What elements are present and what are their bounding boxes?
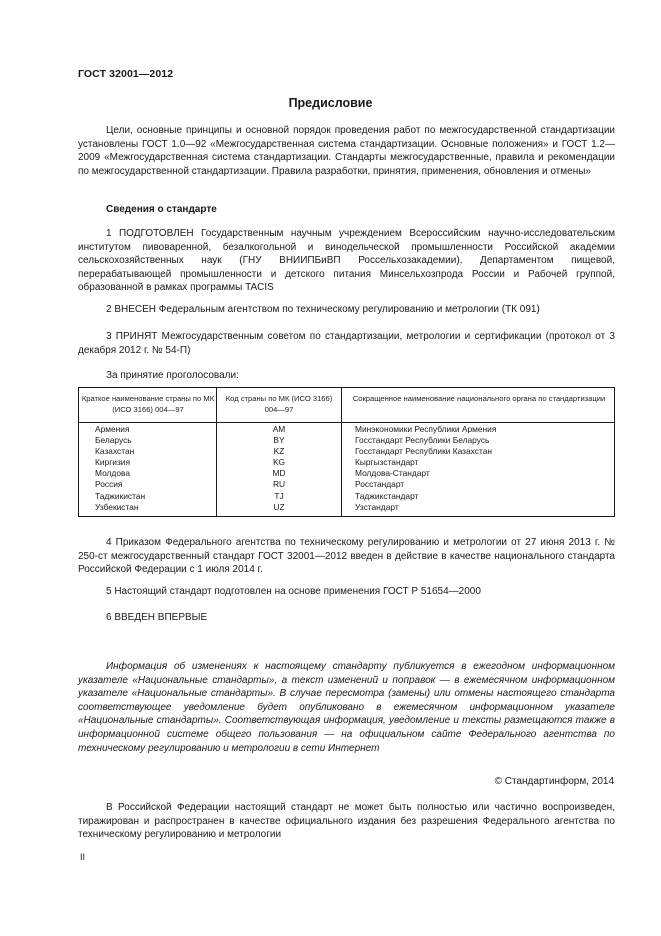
item-4-order: 4 Приказом Федерального агентства по техническому регулированию и метрологии от 27 июня 2013 г. № 250-ст межгосударственный стандарт ГОСТ 32001—2012 введен в действие в качестве национального стандарта Российской Федерации с 1 июля 2014 г. [78, 537, 615, 576]
code-cell: AM [272, 424, 286, 434]
country-cell: Россия [95, 479, 123, 490]
standard-code: ГОСТ 32001—2012 [78, 68, 174, 80]
header-body: Сокращенное наименование национального органа по стандартизации [352, 394, 606, 403]
country-cell: Киргизия [95, 457, 131, 468]
body-cell: Таджикстандарт [355, 490, 419, 501]
item-6-first-introduced: 6 ВВЕДЕН ВПЕРВЫЕ [106, 612, 208, 623]
voting-table [78, 387, 615, 517]
country-cell: Таджикистан [95, 490, 146, 501]
header-code: Код страны по МК (ИСО 3166) 004—97 [225, 394, 333, 414]
code-cell: KZ [273, 446, 285, 457]
change-notice: Информация об изменениях к настоящему стандарту публикуется в ежегодном информационном указателе «Национальные стандарты», а текст изменений и поправок — в ежемесячном информационном указателе «Национальные стандарты». В случае пересмотра (замены) или отмены настоящего стандарта соответствующее уведомление будет опубликовано в ежемесячном информационном указателе «Национальные стандарты». Соответствующая информация, уведомление и тексты размещаются также в информационной системе общего пользования — на официальном сайте Федерального агентства по техническому регулированию и метрологии в сети Интернет [78, 661, 615, 754]
country-cell: Армения [95, 424, 130, 434]
item-3-adopted: 3 ПРИНЯТ Межгосударственным советом по стандартизации, метрологии и сертификации (протокол от 3 декабря 2012 г. № 54-П) [78, 331, 615, 356]
intro-paragraph: Цели, основные принципы и основной порядок проведения работ по межгосударственной стандартизации установлены ГОСТ 1.0—92 «Межгосударственная система стандартизации. Основные положения» и ГОСТ 1.2—2009 «Межгосударственная система стандартизации. Стандарты межгосударственные, правила и рекомендации по межгосударственной стандартизации. Правила разработки, принятия, применения, обновления и отмены» [78, 125, 615, 177]
country-cell: Узбекистан [95, 501, 139, 512]
item-1-prepared: 1 ПОДГОТОВЛЕН Государственным научным учреждением Всероссийским научно-исследовательским институтом пивоваренной, безалкогольной и винодельческой промышленности Российской академии сельскохозяйственных наук (ГНУ ВНИИПБиВП Россельхозакадемии), Департаментом пищевой, перерабатывающей промышленности и детского питания Минсельхозпрода России и Рабочей группой, образованной в рамках программы TACIS [78, 228, 615, 294]
body-cell: Молдова-Стандарт [355, 468, 430, 479]
page-number: II [80, 852, 86, 862]
header-country: Краткое наименование страны по МК (ИСО 3166) 004—97 [81, 394, 215, 414]
body-cell: Кыргызстандарт [355, 457, 419, 468]
page-title: Предисловие [288, 96, 373, 110]
code-column [217, 424, 341, 513]
country-cell: Беларусь [95, 435, 132, 446]
body-cell: Госстандарт Республики Беларусь [355, 435, 490, 446]
table-header-divider [79, 422, 614, 423]
section-heading: Сведения о стандарте [106, 204, 217, 215]
voted-label: За принятие проголосовали: [106, 370, 239, 381]
item-5-basis: 5 Настоящий стандарт подготовлен на основе применения ГОСТ Р 51654—2000 [106, 586, 481, 597]
body-column [355, 424, 605, 513]
code-cell: KG [272, 457, 286, 468]
reproduction-restriction: В Российской Федерации настоящий стандарт не может быть полностью или частично воспроизведен, тиражирован и распространен в качестве официального издания без разрешения Федерального агентства по техническому регулированию и метрологии [78, 802, 615, 841]
country-column [95, 424, 213, 513]
item-2-introduced: 2 ВНЕСЕН Федеральным агентством по техническому регулированию и метрологии (ТК 091) [106, 304, 540, 315]
country-cell: Казахстан [95, 446, 135, 457]
copyright: © Стандартинформ, 2014 [494, 776, 614, 787]
body-cell: Росстандарт [355, 479, 405, 490]
code-cell: BY [273, 435, 285, 446]
body-cell: Узстандарт [355, 501, 399, 512]
code-cell: MD [272, 468, 286, 479]
body-cell: Минэкономики Республики Армения [355, 424, 497, 434]
code-cell: TJ [274, 490, 284, 501]
code-cell: UZ [273, 501, 285, 512]
table-divider [341, 388, 342, 516]
code-cell: RU [272, 479, 286, 490]
body-cell: Госстандарт Республики Казахстан [355, 446, 492, 457]
country-cell: Молдова [95, 468, 130, 479]
